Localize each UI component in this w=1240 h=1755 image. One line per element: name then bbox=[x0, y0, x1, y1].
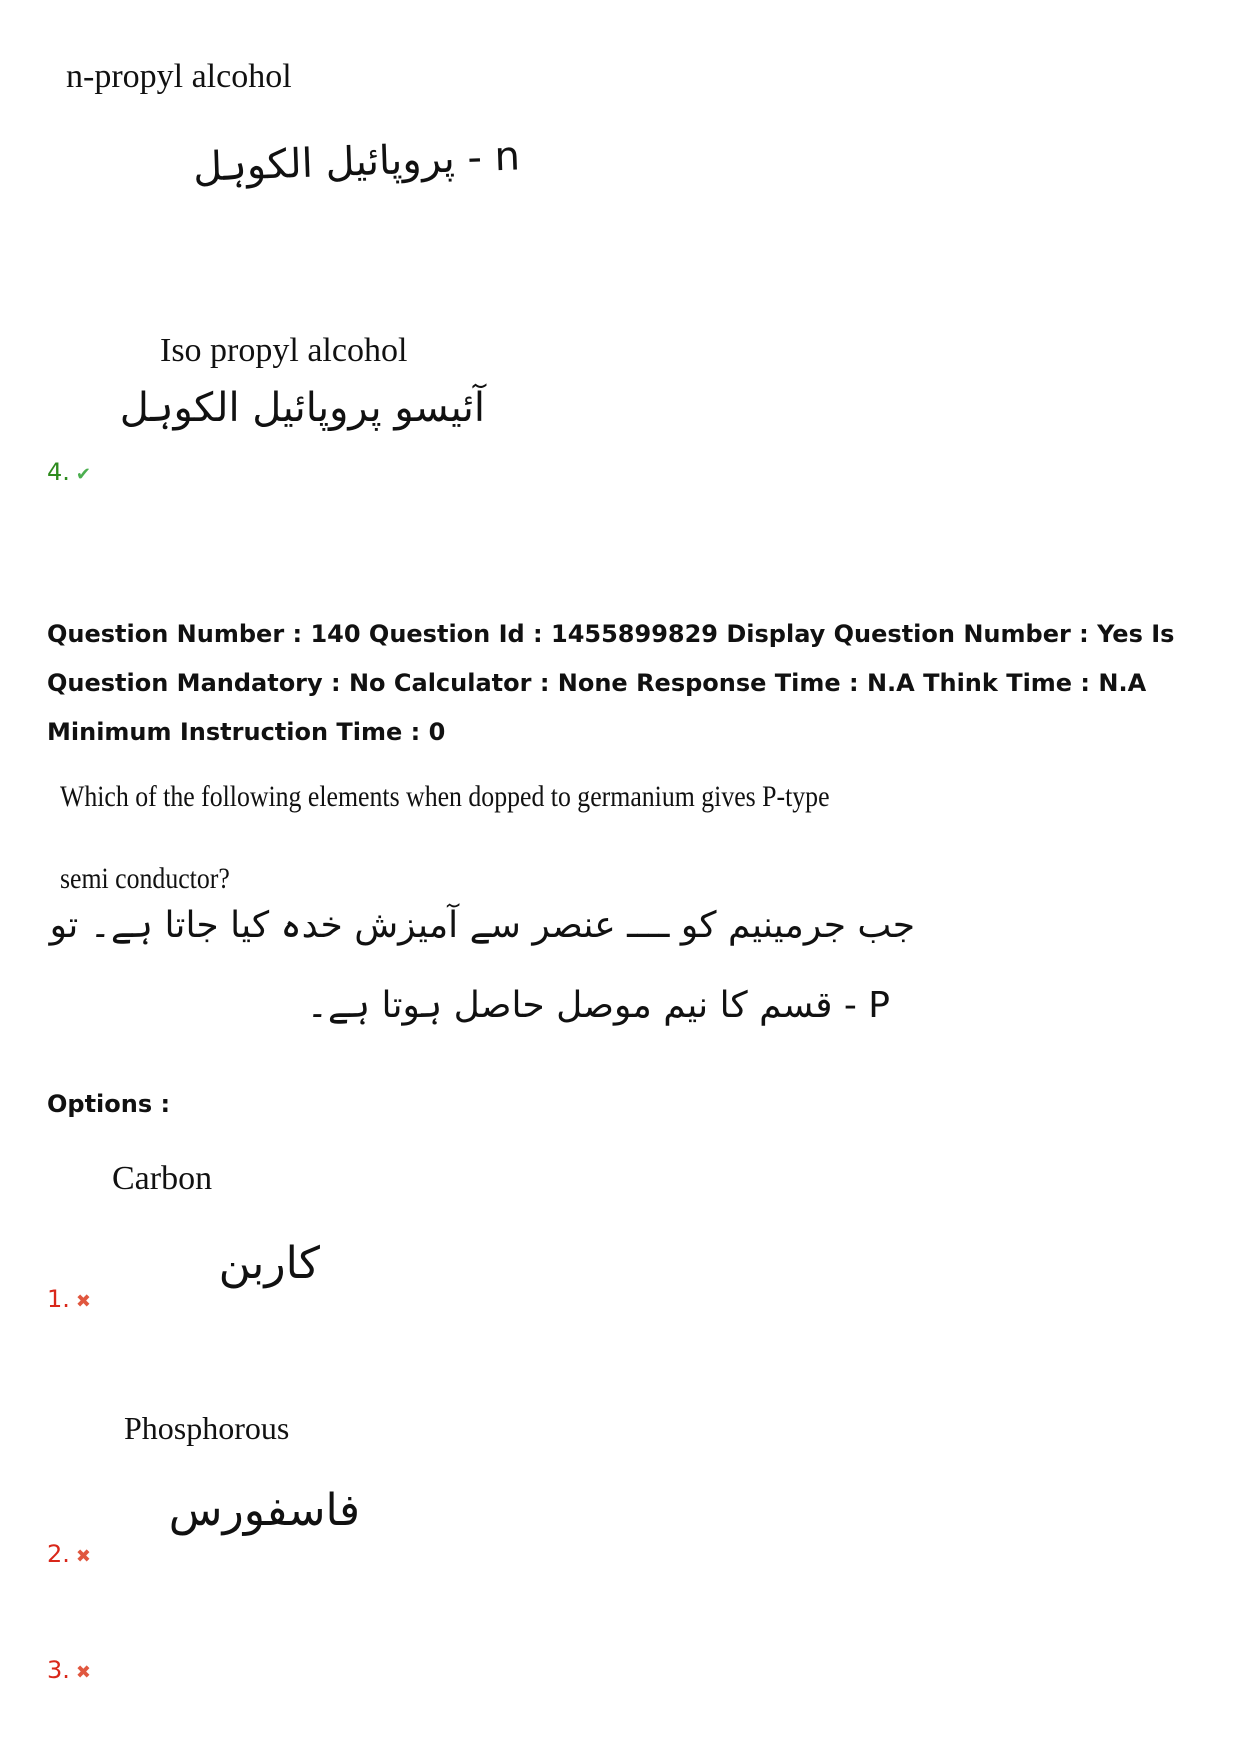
option-english-label: Iso propyl alcohol bbox=[160, 332, 408, 369]
option-number-text: 3. bbox=[47, 1656, 70, 1684]
cross-icon: ✖ bbox=[75, 1291, 91, 1312]
option-urdu-handwriting: کاربن bbox=[218, 1238, 320, 1289]
question-urdu-handwriting: جب جرمینیم کو ــــ عنصر سے آمیزش خدہ کیا جاتا ہے۔ تو bbox=[49, 905, 915, 946]
question-meta: Question Number : 140 Question Id : 1455899829 Display Question Number : Yes Is Question Mandatory : No Calculator : None Response Time : N.A Think Time : N.A Minimum Instruction Time : 0 bbox=[47, 620, 1175, 746]
option-english-label: Phosphorous bbox=[124, 1410, 290, 1446]
option-urdu-handwriting: فاسفورس bbox=[168, 1485, 360, 1536]
option-urdu-handwriting: آئیسو پروپائیل الکوہل bbox=[119, 385, 485, 431]
question-text-line: Which of the following elements when dopped to germanium gives P-type bbox=[60, 780, 830, 813]
cross-icon: ✖ bbox=[75, 1662, 91, 1683]
option-english-label: n-propyl alcohol bbox=[66, 58, 292, 95]
option-number bbox=[47, 458, 91, 486]
option-number bbox=[47, 1540, 91, 1568]
check-icon: ✔ bbox=[75, 464, 91, 485]
option-number bbox=[47, 1285, 91, 1313]
option-number-text: 1. bbox=[47, 1285, 70, 1313]
option-number-text: 4. bbox=[47, 458, 70, 486]
options-heading: Options : bbox=[47, 1090, 171, 1118]
option-urdu-handwriting: n - پروپائیل الکوہل bbox=[192, 133, 521, 191]
option-english-label: Carbon bbox=[112, 1160, 213, 1197]
cross-icon: ✖ bbox=[75, 1546, 91, 1567]
question-urdu-handwriting: P - قسم کا نیم موصل حاصل ہوتا ہے۔ bbox=[306, 985, 890, 1026]
option-number bbox=[47, 1656, 91, 1684]
question-text-line: semi conductor? bbox=[60, 862, 230, 895]
option-number-text: 2. bbox=[47, 1540, 70, 1568]
